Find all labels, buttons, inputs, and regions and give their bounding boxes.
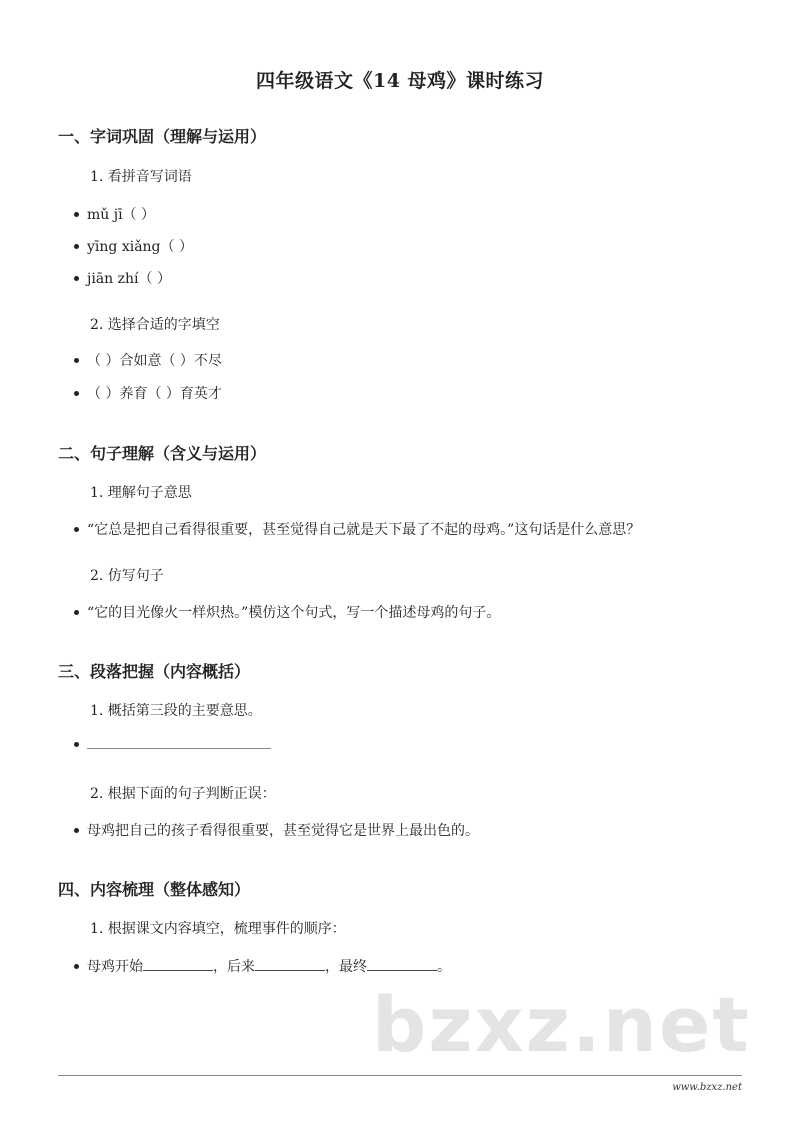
bullet-icon <box>74 391 79 396</box>
question-label: 1. 看拼音写词语 <box>90 169 192 185</box>
footer-url: www.bzxz.net <box>672 1082 742 1093</box>
question-label: 1. 概括第三段的主要意思。 <box>90 703 262 719</box>
question-label: 2. 仿写句子 <box>90 568 164 584</box>
section-heading-2: 二、句子理解（含义与运用） <box>58 444 267 463</box>
page-title: 四年级语文《14 母鸡》课时练习 <box>255 70 545 92</box>
footer-divider <box>58 1075 742 1076</box>
bullet-icon <box>74 742 79 747</box>
list-item: “它的目光像火一样炽热。”模仿这个句式，写一个描述母鸡的句子。 <box>74 602 500 622</box>
list-item: mǔ jī（ ） <box>74 204 155 224</box>
question-label: 2. 根据下面的句子判断正误： <box>90 786 276 802</box>
question-label: 1. 理解句子意思 <box>90 485 192 501</box>
bullet-icon <box>74 527 79 532</box>
bullet-icon <box>74 964 79 969</box>
bullet-icon <box>74 244 79 249</box>
question-label: 2. 选择合适的字填空 <box>90 317 220 333</box>
list-item: （ ）合如意（ ）不尽 <box>74 350 222 370</box>
list-item: （ ）养育（ ）育英才 <box>74 383 222 403</box>
bullet-icon <box>74 828 79 833</box>
answer-blank[interactable] <box>255 969 325 971</box>
list-item: 母鸡开始 ，后来 ，最终 。 <box>74 956 451 976</box>
watermark: bzxz.net <box>372 980 751 1069</box>
list-item: “它总是把自己看得很重要，甚至觉得自己就是天下最了不起的母鸡。”这句话是什么意思？ <box>74 519 640 539</box>
bullet-icon <box>74 276 79 281</box>
list-item: jiān zhí（ ） <box>74 268 171 288</box>
question-label: 1. 根据课文内容填空，梳理事件的顺序： <box>90 921 346 937</box>
bullet-icon <box>74 212 79 217</box>
answer-blank[interactable] <box>143 969 213 971</box>
list-item: 母鸡把自己的孩子看得很重要，甚至觉得它是世界上最出色的。 <box>74 820 479 840</box>
list-item <box>74 736 271 753</box>
list-item: yīng xiǎng（ ） <box>74 236 193 256</box>
answer-blank[interactable] <box>367 969 437 971</box>
bullet-icon <box>74 358 79 363</box>
section-heading-1: 一、字词巩固（理解与运用） <box>58 127 267 146</box>
section-heading-4: 四、内容梳理（整体感知） <box>58 880 251 899</box>
answer-blank[interactable] <box>87 736 271 749</box>
section-heading-3: 三、段落把握（内容概括） <box>58 662 251 681</box>
bullet-icon <box>74 610 79 615</box>
